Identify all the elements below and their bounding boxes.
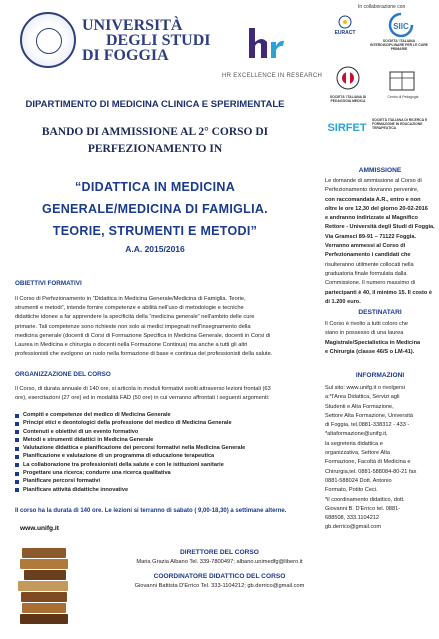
siic-logo-icon bbox=[386, 12, 416, 38]
bullet-square-icon bbox=[15, 438, 19, 442]
informazioni-text: Sul sito: www.unifg.it o rivolgersi a:*l'Area Didattica, Servizi agli Studenti e Alta Formazione, Settore Alta Formazione, Università di Foggia, tel.0881-338312 - 433 - *altaformazione@unifg.it, la segreteria didattica e organizzativa, Settore Alta Formazione, Facoltà di Medicina e Chirurgia,tel. 0881-588084-80-21 fax 0881-588024 Dott. Antonio Formato, Potito Ceci. *il coordinamento didattico, dott. Giovanni B. D'Errico tel. 0881- 688508, 333.1104212 gb.derrico@gmail.com bbox=[325, 385, 417, 531]
bullet-square-icon bbox=[15, 430, 19, 434]
bullet-square-icon bbox=[15, 422, 19, 426]
list-item: Compiti e competenze del medico di Medicina Generale bbox=[15, 412, 315, 420]
sirfet-label: SIRFET bbox=[327, 122, 367, 134]
topics-list bbox=[15, 412, 315, 495]
university-logo bbox=[20, 12, 270, 72]
bullet-square-icon bbox=[15, 472, 19, 476]
university-seal-icon bbox=[20, 12, 76, 68]
website-link[interactable]: www.unifg.it bbox=[20, 525, 59, 532]
hr-caption: HR EXCELLENCE IN RESEARCH bbox=[222, 73, 323, 79]
obiettivi-heading: OBIETTIVI FORMATIVI bbox=[15, 280, 82, 287]
svg-text:SIIC: SIIC bbox=[393, 22, 409, 31]
bullet-square-icon bbox=[15, 463, 19, 467]
list-item: Pianificare attività didattiche innovative bbox=[15, 487, 315, 495]
obiettivi-text: Il Corso di Perfezionamento in “Didattica in Medicina Generale/Medicina di Famiglia. Teorie, strumenti e metodi”, intende fornire competenze e abilità nell'uso di metodologie e tecniche didattiche idonee a far apprendere la specificità della “medicina generale” nell'ambito delle cure primarie. Tali competenze sono richieste non solo ai medici impegnati nell'insegnamento della medicina generale (docenti di Corsi di Formazione Specifica in Medicina Generale, docenti in Corsi di Laurea in Medicina e chirurgia o docenti nella Formazione Continua) ma anche a tutti gli altri professionisti che svolgono un ruolo nella formazione di base e continua dei professionisti della salute. bbox=[15, 296, 273, 358]
bullet-square-icon bbox=[15, 488, 19, 492]
bullet-square-icon bbox=[15, 480, 19, 484]
list-item: Pianificazione e valutazione di un programma di educazione terapeutica bbox=[15, 453, 315, 461]
course-duration-note: Il corso ha la durata di 140 ore. Le lezioni si terranno di sabato ( 9,00-18,30) a settimane alterne. bbox=[15, 508, 287, 514]
list-item: Contenuti e obiettivi di un evento formativo bbox=[15, 429, 315, 437]
bullet-square-icon bbox=[15, 447, 19, 451]
academic-year: A.A. 2015/2016 bbox=[125, 244, 185, 254]
sipem-caption: SOCIETA' ITALIANA DI PEDAGOGIA MEDICA bbox=[329, 95, 367, 103]
department-name: DIPARTIMENTO DI MEDICINA CLINICA E SPERIMENTALE bbox=[25, 99, 285, 110]
list-item: Progettare una ricerca; condurre una ricerca qualitativa bbox=[15, 470, 315, 478]
bullet-square-icon bbox=[15, 414, 19, 418]
organizzazione-text: Il Corso, di durata annuale di 140 ore, si articola in moduli formativi svolti attraverso lezioni frontali (63 ore), esercitazioni (27 ore) ed in modalità FAD (50 ore) in cui verranno affrontati i seguenti argomenti: bbox=[15, 386, 271, 402]
sirfet-caption: SOCIETÀ ITALIANA DI RICERCA E FORMAZIONE IN EDUCAZIONE TERAPEUTICA bbox=[372, 118, 428, 130]
bando-heading: BANDO DI AMMISSIONE AL 2° CORSO DI PERFEZIONAMENTO IN bbox=[41, 126, 269, 155]
sipem-logo-icon bbox=[330, 64, 366, 94]
list-item: Pianificare percorsi formativi bbox=[15, 478, 315, 486]
ammissione-heading: AMMISSIONE bbox=[358, 167, 402, 174]
collaboration-title: In collaborazione con bbox=[358, 4, 406, 10]
centro-pedagogia-logo-icon bbox=[384, 68, 420, 94]
university-name: UNIVERSITÀ DEGLI STUDI DI FOGGIA bbox=[82, 17, 211, 64]
list-item: La collaborazione tra professionisti della salute e con le istituzioni sanitarie bbox=[15, 462, 315, 470]
destinatari-text: Il Corso è rivolto a tutti coloro che siano in possesso di una laurea Magistrale/Specialistica in Medicina e Chirurgia (classe 46/S o LM-41). bbox=[325, 321, 421, 355]
siic-caption: SOCIETA' ITALIANA INTERDISCIPLINARE PER LE CURE PRIMARIE bbox=[370, 39, 428, 51]
direttore-heading: DIRETTORE DEL CORSO bbox=[180, 549, 259, 556]
coordinatore-contact: Giovanni Battista D'Errico Tel. 333-1104212; gb.derrico@gmail.com bbox=[134, 583, 305, 589]
list-item: Principi etici e deontologici della professione del medico di Medicina Generale bbox=[15, 420, 315, 428]
organizzazione-heading: ORGANIZZAZIONE DEL CORSO bbox=[15, 371, 111, 378]
course-title: “DIDATTICA IN MEDICINA GENERALE/MEDICINA DI FAMIGLIA. TEORIE, STRUMENTI E METODI” bbox=[42, 180, 268, 238]
direttore-contact: Maria Grazia Albano Tel. 339-7800497; albano.unimedfg@libero.it bbox=[136, 559, 303, 565]
euract-logo-icon bbox=[328, 14, 362, 36]
list-item: Valutazione didattica e pianificazione dei percorsi formativi nella Medicina Generale bbox=[15, 445, 315, 453]
sirfet-logo-icon bbox=[326, 116, 368, 138]
centro-pedagogia-caption: Centro di Pedagogia bbox=[387, 95, 419, 99]
informazioni-heading: INFORMAZIONI bbox=[355, 372, 405, 379]
coordinatore-heading: COORDINATORE DIDATTICO DEL CORSO bbox=[153, 573, 286, 580]
destinatari-heading: DESTINATARI bbox=[358, 309, 402, 316]
bullet-square-icon bbox=[15, 455, 19, 459]
list-item: Metodi e strumenti didattici in Medicina Generale bbox=[15, 437, 315, 445]
euract-label: EURACT bbox=[334, 30, 356, 36]
ammissione-text: Le domande di ammissione al Corso di Perfezionamento dovranno pervenire, con raccomandata A.R., entro e non oltre le ore 12,30 del giorno 20-02-2016 e andranno indirizzate al Magnifico Rettore - Università degli Studi di Foggia, Via Gramsci 89-91 – 71122 Foggia. Verranno ammessi al Corso di Perfezionamento i candidati che risulteranno utilmente collocati nella graduatoria finale formulata dalla Commissione. Il numero massimo di partecipanti è 40, il minimo 15. Il costo è di 1.200 euro. bbox=[325, 178, 435, 305]
hr-excellence-logo-icon bbox=[246, 22, 286, 64]
